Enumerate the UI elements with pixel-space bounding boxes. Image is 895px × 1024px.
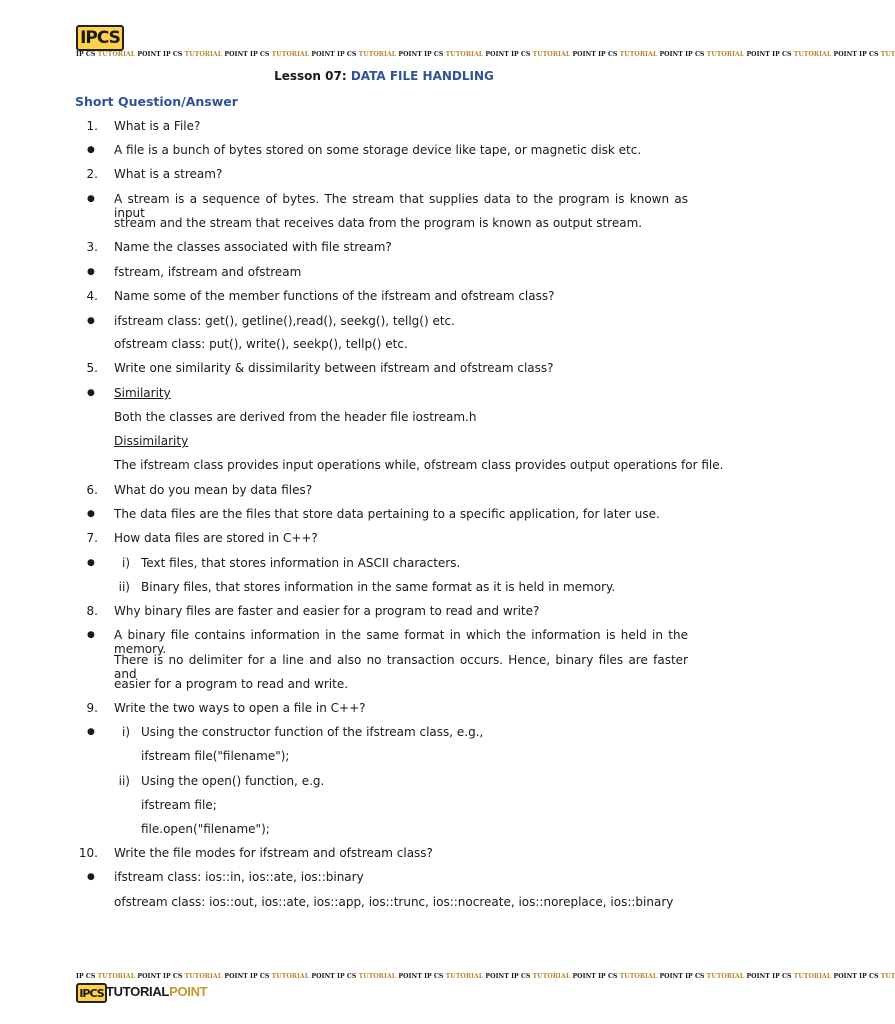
answer-text: Both the classes are derived from the header file iostream.h [114,410,477,424]
question-number: 10. [78,846,98,860]
question-text: What do you mean by data files? [114,483,313,497]
answer-text: Using the constructor function of the ifstream class, e.g., [141,725,484,739]
answer-text: ifstream class: ios::in, ios::ate, ios::binary [114,870,364,884]
banner-text: TUTORIAL [706,973,745,980]
banner-text: TUTORIAL [271,973,310,980]
banner-text: IP CS [337,51,359,58]
answer-text: stream and the stream that receives data from the program is known as output stream. [114,216,643,230]
header-banner-strip [76,51,895,58]
answer-text: A binary file contains information in the same format in which the information is held in the memory. [114,628,688,656]
question-number: 7. [86,531,98,545]
banner-text: TUTORIAL [358,51,397,58]
banner-text: TUTORIAL [793,51,832,58]
banner-text: IP CS [163,51,185,58]
banner-text: TUTORIAL [793,973,832,980]
banner-text: IP CS [772,973,794,980]
banner-text: TUTORIAL [97,973,136,980]
question-number: 1. [86,119,98,133]
lesson-topic: DATA FILE HANDLING [350,69,494,83]
section-heading: Short Question/Answer [75,94,238,109]
banner-text: IP CS [337,973,359,980]
dissimilarity-heading: Dissimilarity [114,434,189,448]
banner-text: POINT [135,973,164,980]
banner-text: POINT [309,973,338,980]
code-line: ifstream file; [141,798,217,812]
banner-text: IP CS [424,51,446,58]
banner-text: TUTORIAL [97,51,136,58]
footer-brand-a: TUTORIAL [106,984,170,999]
answer-text: Binary files, that stores information in the same format as it is held in memory. [141,580,616,594]
roman-numeral: i) [121,556,130,570]
banner-text: IP CS [685,973,707,980]
bullet-icon: ● [87,267,95,277]
lesson-title [0,69,768,83]
question-text: What is a stream? [114,167,223,181]
footer-banner-strip [76,973,895,980]
bullet-icon: ● [87,194,95,204]
question-text: What is a File? [114,119,201,133]
banner-text: IP CS [511,973,533,980]
answer-text: The ifstream class provides input operations while, ofstream class provides output operations for file. [114,458,724,472]
question-number: 4. [86,289,98,303]
bullet-icon: ● [87,388,95,398]
banner-text: POINT [570,973,599,980]
bullet-icon: ● [87,145,95,155]
roman-numeral: ii) [118,580,130,594]
banner-text: IP CS [598,973,620,980]
question-number: 9. [86,701,98,715]
answer-text: easier for a program to read and write. [114,677,349,691]
banner-text: IP CS [598,51,620,58]
banner-text: TUTORIAL [445,973,484,980]
banner-text: TUT [880,51,895,58]
banner-text: TUT [880,973,895,980]
banner-text: POINT [657,51,686,58]
question-text: Write the file modes for ifstream and ofstream class? [114,846,433,860]
question-number: 8. [86,604,98,618]
banner-text: IP CS [424,973,446,980]
banner-text: POINT [396,51,425,58]
question-number: 2. [86,167,98,181]
question-number: 5. [86,361,98,375]
ipcs-footer-logo: IPCS [76,983,107,1003]
answer-text: There is no delimiter for a line and also no transaction occurs. Hence, binary files are faster and [114,653,688,681]
banner-text: TUTORIAL [619,51,658,58]
question-text: Write the two ways to open a file in C++? [114,701,366,715]
bullet-icon: ● [87,872,95,882]
code-line: ifstream file("filename"); [141,749,290,763]
ipcs-logo: IPCS [76,25,124,51]
answer-text: ofstream class: ios::out, ios::ate, ios::app, ios::trunc, ios::nocreate, ios::noreplace, ios::binary [114,895,674,909]
footer-brand [106,984,207,999]
bullet-icon: ● [87,727,95,737]
banner-text: TUTORIAL [184,51,223,58]
banner-text: TUTORIAL [358,973,397,980]
banner-text: IP CS [859,973,881,980]
banner-text: TUTORIAL [184,973,223,980]
code-line: file.open("filename"); [141,822,270,836]
banner-text: IP CS [76,973,98,980]
banner-text: IP CS [511,51,533,58]
banner-text: POINT [831,51,860,58]
banner-text: POINT [135,51,164,58]
bullet-icon: ● [87,630,95,640]
bullet-icon: ● [87,558,95,568]
banner-text: POINT [831,973,860,980]
banner-text: POINT [744,51,773,58]
banner-text: TUTORIAL [706,51,745,58]
roman-numeral: i) [121,725,130,739]
banner-text: POINT [396,973,425,980]
question-text: Name some of the member functions of the ifstream and ofstream class? [114,289,555,303]
answer-text: ifstream class: get(), getline(),read(), seekg(), tellg() etc. [114,314,455,328]
question-text: Why binary files are faster and easier for a program to read and write? [114,604,540,618]
answer-text: A stream is a sequence of bytes. The stream that supplies data to the program is known as input [114,192,688,220]
banner-text: IP CS [76,51,98,58]
banner-text: POINT [657,973,686,980]
answer-text: A file is a bunch of bytes stored on some storage device like tape, or magnetic disk etc. [114,143,642,157]
banner-text: TUTORIAL [532,51,571,58]
roman-numeral: ii) [118,774,130,788]
banner-text: TUTORIAL [532,973,571,980]
answer-text: The data files are the files that store data pertaining to a specific application, for later use. [114,507,660,521]
banner-text: POINT [222,51,251,58]
question-text: Write one similarity & dissimilarity between ifstream and ofstream class? [114,361,554,375]
bullet-icon: ● [87,316,95,326]
banner-text: POINT [570,51,599,58]
footer-brand-b: POINT [169,984,208,999]
banner-text: IP CS [250,51,272,58]
banner-text: POINT [309,51,338,58]
banner-text: POINT [222,973,251,980]
question-text: Name the classes associated with file stream? [114,240,392,254]
banner-text: IP CS [772,51,794,58]
banner-text: IP CS [685,51,707,58]
banner-text: POINT [483,51,512,58]
banner-text: TUTORIAL [445,51,484,58]
answer-text: fstream, ifstream and ofstream [114,265,302,279]
answer-text: ofstream class: put(), write(), seekp(), tellp() etc. [114,337,408,351]
lesson-number: Lesson 07: [274,69,347,83]
banner-text: IP CS [163,973,185,980]
banner-text: POINT [744,973,773,980]
banner-text: POINT [483,973,512,980]
banner-text: TUTORIAL [619,973,658,980]
answer-text: Using the open() function, e.g. [141,774,325,788]
banner-text: TUTORIAL [271,51,310,58]
similarity-heading: Similarity [114,386,171,400]
banner-text: IP CS [250,973,272,980]
bullet-icon: ● [87,509,95,519]
question-number: 6. [86,483,98,497]
question-number: 3. [86,240,98,254]
answer-text: Text files, that stores information in ASCII characters. [141,556,461,570]
banner-text: IP CS [859,51,881,58]
question-text: How data files are stored in C++? [114,531,318,545]
